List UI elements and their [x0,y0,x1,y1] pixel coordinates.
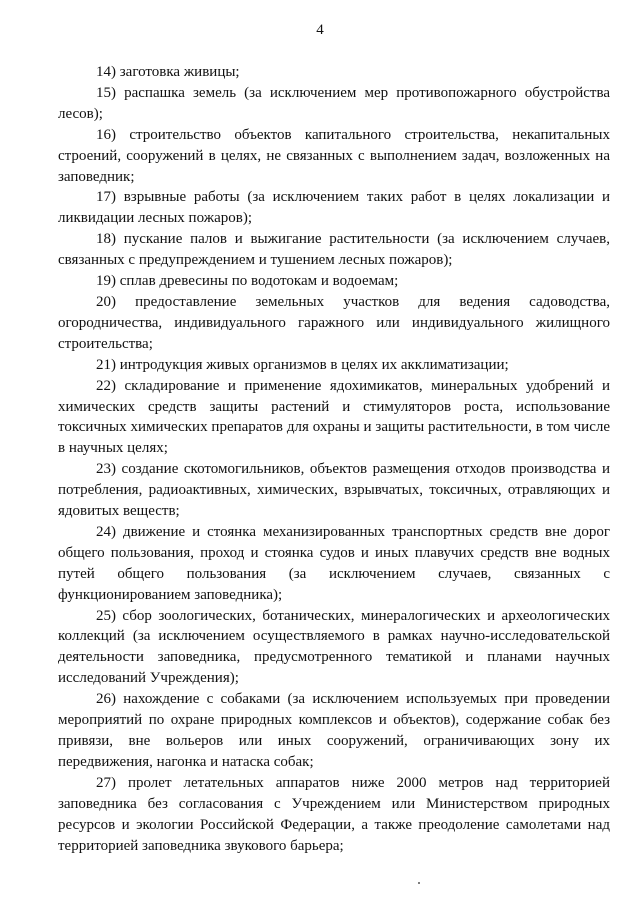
list-item-15: 15) распашка земель (за исключением мер противопожарного обустройства лесов); [58,84,610,122]
scan-speck [418,882,420,884]
list-item-20: 20) предоставление земельных участков для ведения садоводства, огородничества, индивидуального гаражного или индивидуального жилищного строительства; [58,293,610,352]
list-item-17: 17) взрывные работы (за исключением таких работ в целях локализации и ликвидации лесных пожаров); [58,189,610,227]
list-item-19: 19) сплав древесины по водотокам и водоемам; [96,273,399,290]
list-item-18: 18) пускание палов и выжигание растительности (за исключением случаев, связанных с предупреждением и тушением лесных пожаров); [58,231,610,269]
prohibited-activities-list [58,62,610,856]
list-item-26: 26) нахождение с собаками (за исключением используемых при проведении мероприятий по охране природных комплексов и объектов), содержание собак без привязи, вне вольеров или иных сооружений, ограничивающих зону их передвижения, нагонка и натаска собак; [58,691,610,770]
list-item-22: 22) складирование и применение ядохимикатов, минеральных удобрений и химических средств защиты растений и стимуляторов роста, использование токсичных химических препаратов для охраны и защиты растительности, в том числе в научных целях; [58,377,610,457]
list-item-25: 25) сбор зоологических, ботанических, минералогических и археологических коллекций (за исключением осуществляемого в рамках научно-исследовательской деятельности заповедника, предусмотренного тематикой и планами научных исследований Учреждения); [58,607,610,687]
list-item-21: 21) интродукция живых организмов в целях их акклиматизации; [96,356,509,373]
list-item-16: 16) строительство объектов капитального строительства, некапитальных строений, сооружений в целях, не связанных с выполнением задач, возложенных на заповедник; [58,126,610,185]
list-item-27: 27) пролет летательных аппаратов ниже 2000 метров над территорией заповедника без согласования с Учреждением или Министерством природных ресурсов и экологии Российской Федерации, а также преодоление самолетами над территорией заповедника звукового барьера; [58,774,610,854]
page-number: 4 [316,22,324,38]
list-item-24: 24) движение и стоянка механизированных транспортных средств вне дорог общего пользования, проход и стоянка судов и иных плавучих средств вне водных путей общего пользования (за исключением случаев, связанных с функционированием заповедника); [58,523,610,603]
list-item-14: 14) заготовка живицы; [96,64,240,80]
list-item-23: 23) создание скотомогильников, объектов размещения отходов производства и потребления, радиоактивных, химических, взрывчатых, токсичных, отравляющих и ядовитых веществ; [58,461,610,520]
